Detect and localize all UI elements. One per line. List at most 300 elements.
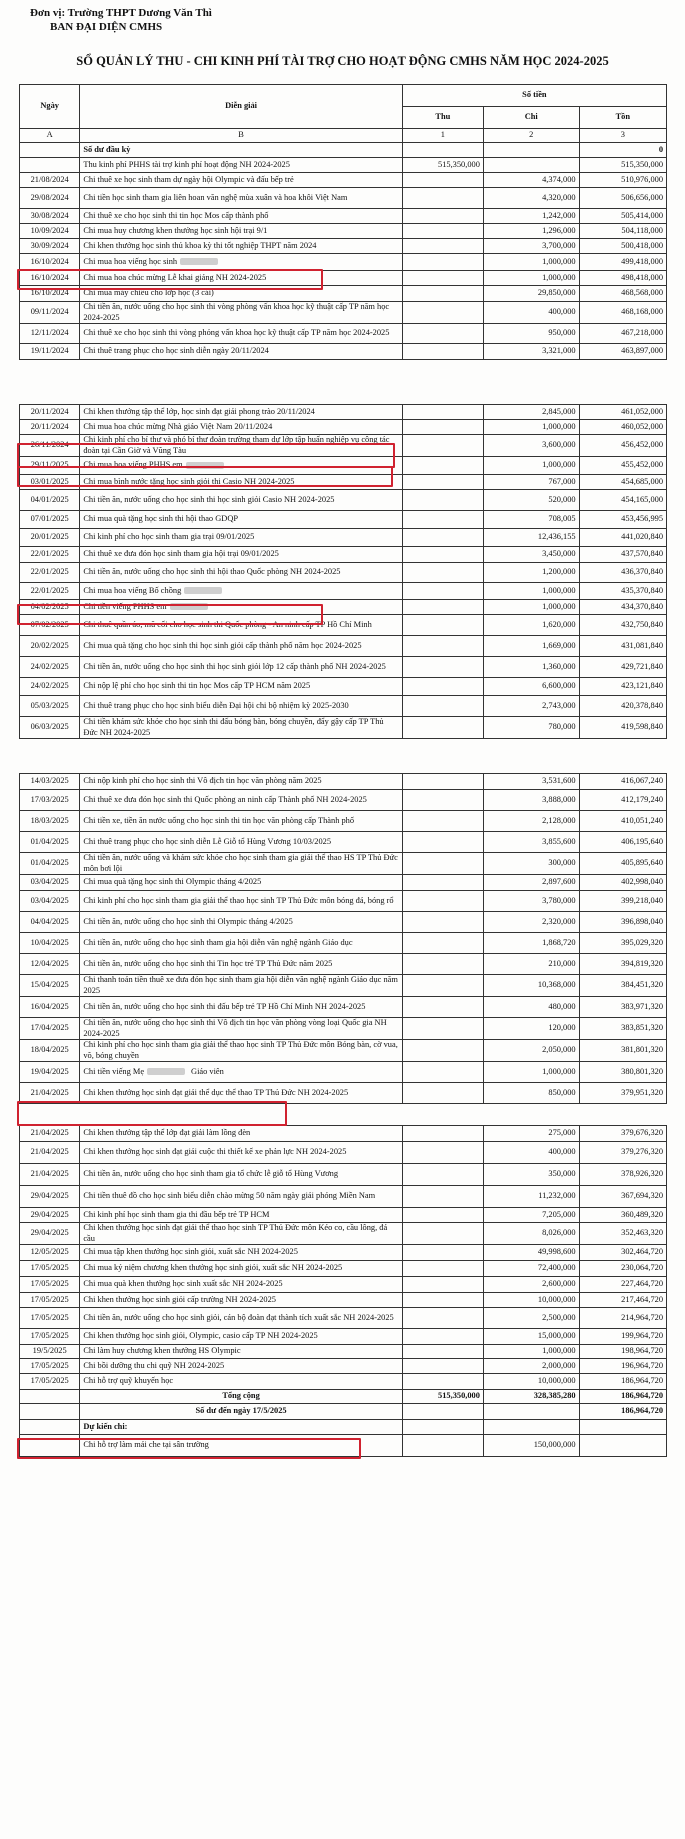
row-ton: 399,218,040 — [579, 891, 666, 912]
row-desc-suffix: Giáo viên — [191, 1066, 224, 1076]
row-desc-text: Chi mua hoa chúc mừng Lễ khai giảng NH 2024-2025 — [83, 272, 267, 282]
table-row — [20, 583, 667, 600]
row-desc — [80, 657, 402, 678]
table-row — [20, 875, 667, 891]
opening-balance-label: Số dư đầu kỳ — [80, 143, 402, 158]
row-chi: 4,320,000 — [483, 188, 579, 209]
row-chi: 15,000,000 — [483, 1329, 579, 1345]
row-thu — [402, 912, 483, 933]
row-desc — [80, 1018, 402, 1040]
row-desc-text: Chi khen thưởng học sinh đạt giải thể thao học sinh TP Thủ Đức môn Kéo co, cầu lông, đá cầu — [83, 1223, 388, 1243]
table-row — [20, 1261, 667, 1277]
table-row — [20, 435, 667, 457]
row-date: 16/04/2025 — [20, 997, 80, 1018]
row-desc — [80, 420, 402, 435]
row-ton: 467,218,000 — [579, 324, 666, 344]
row-date: 17/05/2025 — [20, 1308, 80, 1329]
row-thu — [402, 790, 483, 811]
row-desc-text: Chi khen thưởng tập thể lớp, học sinh đạt giải phong trào 20/11/2024 — [83, 406, 315, 416]
row-thu — [402, 271, 483, 286]
row-ton: 505,414,000 — [579, 209, 666, 224]
table-row — [20, 302, 667, 324]
row-thu — [402, 1293, 483, 1308]
row-desc — [80, 286, 402, 302]
row-date: 30/09/2024 — [20, 239, 80, 254]
table-row — [20, 600, 667, 615]
row-desc — [80, 1261, 402, 1277]
row-ton: 434,370,840 — [579, 600, 666, 615]
row-ton: 217,464,720 — [579, 1293, 666, 1308]
table-row — [20, 1277, 667, 1293]
row-thu — [402, 600, 483, 615]
row-ton: 461,052,000 — [579, 405, 666, 420]
row-chi: 3,450,000 — [483, 547, 579, 563]
row-date: 07/01/2025 — [20, 511, 80, 529]
row-chi: 1,000,000 — [483, 1345, 579, 1359]
row-thu — [402, 286, 483, 302]
table-row — [20, 254, 667, 271]
row-desc — [80, 344, 402, 360]
row-ton: 419,598,840 — [579, 717, 666, 739]
row-thu — [402, 435, 483, 457]
row-ton: 381,801,320 — [579, 1040, 666, 1062]
row-desc-text: Chi thuê xe cho học sinh thi vòng phỏng vấn khoa học kỹ thuật cấp TP năm học 2024-2025 — [83, 328, 390, 338]
row-date: 16/10/2024 — [20, 271, 80, 286]
row-chi: 2,743,000 — [483, 696, 579, 717]
row-chi: 1,669,000 — [483, 636, 579, 657]
row-date: 05/03/2025 — [20, 696, 80, 717]
row-thu — [402, 891, 483, 912]
row-desc — [80, 717, 402, 739]
row-desc — [80, 1208, 402, 1223]
row-date: 10/09/2024 — [20, 224, 80, 239]
row-desc — [80, 158, 402, 173]
table-row — [20, 1345, 667, 1359]
row-thu — [402, 511, 483, 529]
row-date: 07/02/2025 — [20, 615, 80, 636]
row-thu — [402, 997, 483, 1018]
row-chi: 3,855,600 — [483, 832, 579, 853]
table-row — [20, 1374, 667, 1390]
table-row — [20, 1245, 667, 1261]
table-row — [20, 1040, 667, 1062]
row-thu — [402, 529, 483, 547]
row-chi: 1,000,000 — [483, 271, 579, 286]
table-row — [20, 1126, 667, 1142]
row-chi: 400,000 — [483, 1142, 579, 1164]
row-thu — [402, 173, 483, 188]
table-row — [20, 636, 667, 657]
row-desc-text: Chi kinh phí cho bí thư và phó bí thư đoàn trường tham dự lớp tập huấn nghiệp vụ công tác đoàn tại Cần Giờ và Vũng Tàu — [83, 435, 390, 455]
row-desc-text: Chi mua tập khen thưởng học sinh giỏi, xuất sắc NH 2024-2025 — [83, 1247, 298, 1257]
row-date: 16/10/2024 — [20, 286, 80, 302]
row-thu — [402, 1040, 483, 1062]
row-chi: 2,320,000 — [483, 912, 579, 933]
row-desc-text: Chi kinh phí học sinh tham gia thi đầu bếp trẻ TP HCM — [83, 1209, 270, 1219]
planned-desc: Chi hỗ trợ làm mái che tại sân trường — [80, 1435, 402, 1457]
ledger-table-part-2 — [19, 404, 667, 739]
row-date: 21/04/2025 — [20, 1142, 80, 1164]
table-row — [20, 224, 667, 239]
row-thu — [402, 324, 483, 344]
row-chi: 10,000,000 — [483, 1374, 579, 1390]
row-date: 19/04/2025 — [20, 1062, 80, 1083]
row-desc — [80, 1126, 402, 1142]
ledger-table-part-1 — [19, 84, 667, 360]
row-ton: 506,656,000 — [579, 188, 666, 209]
row-desc-text: Chi khen thưởng học sinh giỏi, Olympic, casio cấp TP NH 2024-2025 — [83, 1331, 318, 1341]
table-row — [20, 975, 667, 997]
row-ton: 455,452,000 — [579, 457, 666, 475]
row-ton: 432,750,840 — [579, 615, 666, 636]
row-desc-text: Chi tiền ăn, nước uống cho học sinh giỏi, cán bộ đoàn đạt thành tích xuất sắc NH 2024-2025 — [83, 1312, 394, 1322]
row-ton: 436,370,840 — [579, 563, 666, 583]
col-header-date: Ngày — [20, 85, 80, 129]
row-desc-text: Chi tiền ăn, nước uống cho học sinh thi Tin học trẻ TP Thủ Đức năm 2025 — [83, 958, 333, 968]
row-ton: 498,418,000 — [579, 271, 666, 286]
row-thu — [402, 490, 483, 511]
row-desc-text: Chi tiền ăn, nước uống cho học sinh thi đấu bếp trẻ TP Hồ Chí Minh NH 2024-2025 — [83, 1001, 366, 1011]
row-ton: 463,897,000 — [579, 344, 666, 360]
row-desc-text: Chi tiền ăn, nước uống cho học sinh thi học sinh giỏi Casio NH 2024-2025 — [83, 494, 335, 504]
row-desc — [80, 975, 402, 997]
row-desc — [80, 1374, 402, 1390]
row-desc-text: Chi mua máy chiếu cho lớp học (3 cái) — [83, 288, 214, 298]
row-ton: 367,694,320 — [579, 1186, 666, 1208]
table-row — [20, 1142, 667, 1164]
row-thu — [402, 1164, 483, 1186]
table-row — [20, 490, 667, 511]
totals-chi: 328,385,280 — [483, 1390, 579, 1404]
table-row — [20, 853, 667, 875]
row-desc-text: Chi hỗ trợ quỹ khuyến học — [83, 1376, 174, 1386]
row-desc-text: Chi mua quà tặng học sinh thi Olympic tháng 4/2025 — [83, 877, 262, 887]
row-date: 24/02/2025 — [20, 678, 80, 696]
table-row — [20, 1293, 667, 1308]
row-date: 17/05/2025 — [20, 1277, 80, 1293]
col-header-thu: Thu — [402, 107, 483, 129]
row-desc-text: Chi thuê trang phục cho học sinh diễn ngày 20/11/2024 — [83, 346, 269, 356]
row-ton: 395,029,320 — [579, 933, 666, 954]
row-desc — [80, 563, 402, 583]
row-thu — [402, 1308, 483, 1329]
row-desc-text: Chi khen thưởng học sinh thủ khoa kỳ thi tốt nghiệp THPT năm 2024 — [83, 240, 317, 250]
row-thu — [402, 1018, 483, 1040]
row-desc — [80, 490, 402, 511]
row-ton: 454,685,000 — [579, 475, 666, 490]
row-date: 01/04/2025 — [20, 853, 80, 875]
row-desc — [80, 636, 402, 657]
row-desc-text: Chi tiền ăn, nước uống cho học sinh tham gia tổ chức lễ giỗ tổ Hùng Vương — [83, 1169, 339, 1179]
row-chi: 275,000 — [483, 1126, 579, 1142]
row-desc-text: Chi bồi dưỡng thu chi quỹ NH 2024-2025 — [83, 1360, 225, 1370]
row-ton: 515,350,000 — [579, 158, 666, 173]
row-ton: 379,276,320 — [579, 1142, 666, 1164]
row-chi: 1,000,000 — [483, 1062, 579, 1083]
row-chi: 120,000 — [483, 1018, 579, 1040]
row-date: 21/04/2025 — [20, 1126, 80, 1142]
row-date: 04/02/2025 — [20, 600, 80, 615]
row-desc — [80, 529, 402, 547]
row-date: 03/04/2025 — [20, 891, 80, 912]
row-thu — [402, 678, 483, 696]
table-row — [20, 1359, 667, 1374]
row-date: 10/04/2025 — [20, 933, 80, 954]
table-row — [20, 457, 667, 475]
row-chi: 3,700,000 — [483, 239, 579, 254]
row-chi: 350,000 — [483, 1164, 579, 1186]
row-date: 12/04/2025 — [20, 954, 80, 975]
row-date: 18/03/2025 — [20, 811, 80, 832]
row-desc — [80, 511, 402, 529]
row-desc-text: Chi thuê xe cho học sinh thi tin học Mos cấp thành phố — [83, 210, 269, 220]
table-row — [20, 271, 667, 286]
row-ton: 420,378,840 — [579, 696, 666, 717]
row-thu — [402, 1359, 483, 1374]
row-date: 29/04/2025 — [20, 1186, 80, 1208]
table-row — [20, 173, 667, 188]
table-row — [20, 239, 667, 254]
row-thu — [402, 853, 483, 875]
row-chi: 1,000,000 — [483, 600, 579, 615]
row-date: 21/04/2025 — [20, 1083, 80, 1104]
totals-ton: 186,964,720 — [579, 1390, 666, 1404]
table-row — [20, 717, 667, 739]
row-date: 17/05/2025 — [20, 1359, 80, 1374]
table-row — [20, 657, 667, 678]
row-ton: 453,456,995 — [579, 511, 666, 529]
redacted-name — [147, 1068, 185, 1075]
row-thu — [402, 1062, 483, 1083]
row-date: 22/01/2025 — [20, 583, 80, 600]
ledger-table-part-3 — [19, 773, 667, 1104]
row-thu — [402, 1083, 483, 1104]
closing-balance-label: Số dư đến ngày 17/5/2025 — [80, 1404, 402, 1420]
row-desc — [80, 1277, 402, 1293]
redacted-name — [170, 603, 208, 610]
row-ton: 500,418,000 — [579, 239, 666, 254]
row-chi: 1,620,000 — [483, 615, 579, 636]
row-desc-text: Chi mua hoa viếng PHHS em — [83, 460, 183, 470]
row-ton: 230,064,720 — [579, 1261, 666, 1277]
row-desc — [80, 324, 402, 344]
row-thu — [402, 811, 483, 832]
table-row — [20, 475, 667, 490]
row-thu — [402, 583, 483, 600]
row-ton: 199,964,720 — [579, 1329, 666, 1345]
row-desc — [80, 912, 402, 933]
row-desc-text: Chi tiền học sinh tham gia liên hoan văn nghệ mùa xuân và hoa khôi Việt Nam — [83, 192, 348, 202]
row-desc-text: Chi tiền ăn, nước uống cho học sinh thi Vô địch tin học văn phòng vòng loại Quốc gia NH 2024-2025 — [83, 1018, 387, 1038]
table-row — [20, 954, 667, 975]
row-desc — [80, 997, 402, 1018]
row-date: 29/08/2024 — [20, 188, 80, 209]
table-row — [20, 405, 667, 420]
row-desc — [80, 1293, 402, 1308]
row-chi: 2,600,000 — [483, 1277, 579, 1293]
row-thu — [402, 717, 483, 739]
table-row — [20, 324, 667, 344]
row-desc-text: Chi tiền viếng PHHS em — [83, 601, 167, 611]
row-desc — [80, 188, 402, 209]
row-thu — [402, 344, 483, 360]
row-thu — [402, 954, 483, 975]
row-ton: 214,964,720 — [579, 1308, 666, 1329]
row-thu — [402, 1345, 483, 1359]
opening-balance-value: 0 — [579, 143, 666, 158]
row-thu — [402, 1329, 483, 1345]
row-date: 17/05/2025 — [20, 1329, 80, 1345]
row-chi: 4,374,000 — [483, 173, 579, 188]
row-ton: 198,964,720 — [579, 1345, 666, 1359]
row-thu — [402, 636, 483, 657]
row-chi: 400,000 — [483, 302, 579, 324]
table-row — [20, 1208, 667, 1223]
table-row — [20, 1164, 667, 1186]
table-row — [20, 678, 667, 696]
table-row — [20, 790, 667, 811]
row-ton: 383,851,320 — [579, 1018, 666, 1040]
row-desc-text: Chi tiền khám sức khỏe cho học sinh thi đấu bóng bàn, bóng chuyền, đẩy gậy cấp TP Thủ Đức NH 2024-2025 — [83, 717, 384, 737]
row-desc — [80, 811, 402, 832]
col-code-date: A — [20, 129, 80, 143]
row-desc — [80, 678, 402, 696]
row-desc — [80, 1308, 402, 1329]
row-chi: 210,000 — [483, 954, 579, 975]
table-row — [20, 696, 667, 717]
row-chi: 10,000,000 — [483, 1293, 579, 1308]
row-chi: 72,400,000 — [483, 1261, 579, 1277]
row-chi: 2,000,000 — [483, 1359, 579, 1374]
row-ton: 460,052,000 — [579, 420, 666, 435]
row-desc — [80, 891, 402, 912]
row-desc-text: Chi thuê trang phục cho học sinh biểu diễn Đại hội chi bộ nhiệm kỳ 2025-2030 — [83, 700, 349, 710]
row-date: 29/11/2025 — [20, 457, 80, 475]
row-desc-text: Chi khen thưởng tập thể lớp đạt giải làm lồng đèn — [83, 1128, 251, 1138]
col-header-chi: Chi — [483, 107, 579, 129]
row-thu — [402, 875, 483, 891]
row-thu — [402, 615, 483, 636]
row-date: 12/05/2025 — [20, 1245, 80, 1261]
table-row — [20, 615, 667, 636]
row-chi: 1,000,000 — [483, 583, 579, 600]
row-desc-text: Chi tiền viếng Mẹ — [83, 1066, 145, 1076]
table-row — [20, 912, 667, 933]
row-thu — [402, 1374, 483, 1390]
row-desc-text: Chi nộp lệ phí cho học sinh thi tin học Mos cấp TP HCM năm 2025 — [83, 681, 311, 691]
row-date: 30/08/2024 — [20, 209, 80, 224]
row-thu — [402, 547, 483, 563]
planned-label: Dự kiến chi: — [80, 1420, 402, 1435]
row-desc-text: Chi tiền ăn, nước uống cho học sinh thi học sinh giỏi lớp 12 cấp thành phố NH 2024-2025 — [83, 661, 386, 671]
row-ton: 384,451,320 — [579, 975, 666, 997]
row-desc — [80, 547, 402, 563]
table-row — [20, 188, 667, 209]
row-desc-text: Chi tiền ăn, nước uống cho học sinh thi vòng phòng vấn khoa học kỹ thuật cấp TP năm học 2024-2025 — [83, 302, 390, 322]
row-thu — [402, 239, 483, 254]
table-row — [20, 1329, 667, 1345]
row-desc-text: Chi khen thưởng học sinh giỏi cấp trường NH 2024-2025 — [83, 1294, 276, 1304]
col-code-desc: B — [80, 129, 402, 143]
row-ton: 378,926,320 — [579, 1164, 666, 1186]
row-thu — [402, 405, 483, 420]
row-desc — [80, 954, 402, 975]
row-thu — [402, 1245, 483, 1261]
row-desc-text: Chi mua bình nước tặng học sinh giỏi thi Casio NH 2024-2025 — [83, 476, 295, 486]
row-desc-text: Chi thanh toán tiền thuê xe đưa đón học sinh tham gia hội diễn văn nghệ ngành Giáo dục năm 2025 — [83, 975, 398, 995]
row-desc — [80, 1083, 402, 1104]
totals-thu: 515,350,000 — [402, 1390, 483, 1404]
unit-name: Đơn vị: Trường THPT Dương Văn Thì — [30, 7, 212, 19]
row-ton: 379,951,320 — [579, 1083, 666, 1104]
row-thu — [402, 933, 483, 954]
row-desc — [80, 1142, 402, 1164]
row-ton: 402,998,040 — [579, 875, 666, 891]
row-thu — [402, 1126, 483, 1142]
row-thu — [402, 475, 483, 490]
row-chi: 10,368,000 — [483, 975, 579, 997]
row-chi: 300,000 — [483, 853, 579, 875]
row-date: 17/05/2025 — [20, 1261, 80, 1277]
row-desc-text: Chi tiền ăn, nước uống cho học sinh thi Olympic tháng 4/2025 — [83, 916, 293, 926]
row-desc-text: Chi mua hoa viếng Bố chồng — [83, 585, 182, 595]
row-desc — [80, 224, 402, 239]
row-thu — [402, 1186, 483, 1208]
table-row — [20, 344, 667, 360]
row-date: 03/01/2025 — [20, 475, 80, 490]
row-date: 01/04/2025 — [20, 832, 80, 853]
row-date: 14/03/2025 — [20, 774, 80, 790]
row-desc-text: Chi thuê quần áo, mũ cối cho học sinh thi Quốc phòng - An ninh cấp TP Hồ Chí Minh — [83, 619, 372, 629]
row-date — [20, 158, 80, 173]
table-row — [20, 286, 667, 302]
row-desc — [80, 1164, 402, 1186]
row-ton: 410,051,240 — [579, 811, 666, 832]
row-date: 17/05/2025 — [20, 1374, 80, 1390]
row-desc-text: Chi tiền thuê đồ cho học sinh biểu diễn chào mừng 50 năm ngày giải phóng Miền Nam — [83, 1191, 376, 1201]
row-desc-text: Chi khen thưởng học sinh đạt giải cuộc thi thiết kế xe phản lực NH 2024-2025 — [83, 1147, 347, 1157]
row-date: 04/01/2025 — [20, 490, 80, 511]
row-chi: 1,360,000 — [483, 657, 579, 678]
row-chi: 2,128,000 — [483, 811, 579, 832]
table-row — [20, 933, 667, 954]
table-row — [20, 1186, 667, 1208]
row-desc-text: Chi mua hoa chúc mừng Nhà giáo Việt Nam 20/11/2024 — [83, 421, 273, 431]
row-desc — [80, 832, 402, 853]
row-date: 19/11/2024 — [20, 344, 80, 360]
row-desc — [80, 1062, 402, 1083]
row-ton: 396,898,040 — [579, 912, 666, 933]
row-ton: 379,676,320 — [579, 1126, 666, 1142]
closing-balance-value: 186,964,720 — [579, 1404, 666, 1420]
row-chi: 11,232,000 — [483, 1186, 579, 1208]
row-ton: 510,976,000 — [579, 173, 666, 188]
row-date: 17/04/2025 — [20, 1018, 80, 1040]
row-chi: 29,850,000 — [483, 286, 579, 302]
unit-header — [30, 6, 212, 34]
row-ton: 406,195,640 — [579, 832, 666, 853]
table-row — [20, 209, 667, 224]
row-date: 12/11/2024 — [20, 324, 80, 344]
row-desc — [80, 1223, 402, 1245]
row-desc-text: Chi tiền ăn, nước uống cho học sinh thi hội thao Quốc phòng NH 2024-2025 — [83, 567, 341, 577]
row-chi: 49,998,600 — [483, 1245, 579, 1261]
highlight-box — [17, 1101, 287, 1126]
row-ton: 352,463,320 — [579, 1223, 666, 1245]
row-ton: 504,118,000 — [579, 224, 666, 239]
row-desc — [80, 457, 402, 475]
row-thu — [402, 832, 483, 853]
